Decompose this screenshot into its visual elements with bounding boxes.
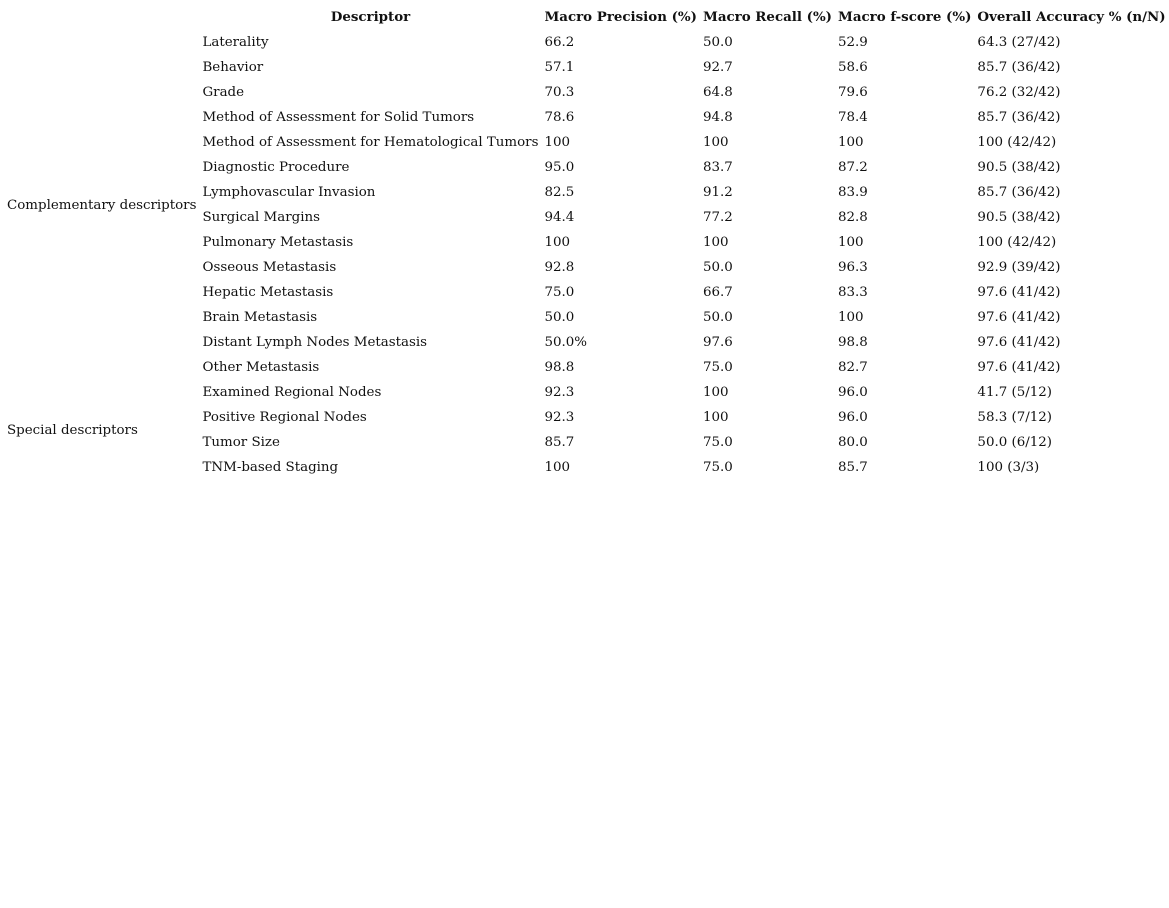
macro-fscore-cell: 82.8 [838, 210, 868, 225]
macro-precision-cell: 85.7 [544, 435, 575, 450]
macro-fscore-cell: 78.4 [838, 110, 868, 125]
macro-fscore-cell: 85.7 [838, 460, 868, 475]
header-macro-recall: Macro Recall (%) [703, 9, 833, 25]
macro-precision-cell: 100 [544, 135, 571, 150]
macro-recall-cell: 100 [703, 385, 729, 400]
macro-precision-cell: 75.0 [544, 285, 575, 300]
macro-precision-cell: 82.5 [544, 185, 575, 200]
header-overall-accuracy: Overall Accuracy % (n/N) [977, 9, 1166, 25]
macro-precision-cell: 78.6 [544, 110, 575, 125]
macro-recall-cell: 75.0 [703, 460, 733, 475]
descriptor-cell: Grade [202, 85, 245, 100]
header-macro-fscore: Macro f-score (%) [838, 9, 972, 25]
macro-precision-cell: 98.8 [544, 360, 575, 375]
macro-precision-cell: 50.0% [544, 335, 587, 350]
descriptor-cell: Positive Regional Nodes [202, 410, 367, 425]
macro-recall-cell: 64.8 [703, 85, 733, 100]
descriptor-cell: Lymphovascular Invasion [202, 185, 376, 200]
macro-recall-cell: 91.2 [703, 185, 733, 200]
macro-fscore-cell: 83.9 [838, 185, 868, 200]
header-macro-precision: Macro Precision (%) [544, 9, 697, 25]
table-row [4, 380, 1169, 405]
descriptor-cell: Osseous Metastasis [202, 260, 337, 275]
overall-accuracy-cell: 85.7 (36/42) [977, 110, 1061, 125]
descriptor-cell: Tumor Size [202, 435, 280, 450]
table-header-row [4, 5, 1169, 30]
descriptor-cell: Hepatic Metastasis [202, 285, 334, 300]
overall-accuracy-cell: 97.6 (41/42) [977, 335, 1061, 350]
overall-accuracy-cell: 90.5 (38/42) [977, 160, 1061, 175]
macro-recall-cell: 100 [703, 410, 729, 425]
macro-precision-cell: 92.8 [544, 260, 575, 275]
descriptor-cell: TNM-based Staging [202, 460, 339, 475]
overall-accuracy-cell: 92.9 (39/42) [977, 260, 1061, 275]
macro-precision-cell: 92.3 [544, 410, 575, 425]
macro-precision-cell: 100 [544, 235, 571, 250]
descriptor-cell: Examined Regional Nodes [202, 385, 382, 400]
macro-fscore-cell: 98.8 [838, 335, 868, 350]
macro-recall-cell: 50.0 [703, 260, 733, 275]
overall-accuracy-cell: 41.7 (5/12) [977, 385, 1053, 400]
header-descriptor: Descriptor [330, 9, 411, 25]
group-label-cell: Complementary descriptors [7, 197, 197, 213]
results-table [4, 5, 1169, 480]
descriptor-cell: Laterality [202, 35, 269, 50]
descriptor-cell: Surgical Margins [202, 210, 320, 225]
macro-recall-cell: 97.6 [703, 335, 733, 350]
macro-precision-cell: 57.1 [544, 60, 575, 75]
macro-fscore-cell: 96.0 [838, 410, 868, 425]
overall-accuracy-cell: 97.6 (41/42) [977, 360, 1061, 375]
overall-accuracy-cell: 64.3 (27/42) [977, 35, 1061, 50]
macro-fscore-cell: 100 [838, 235, 864, 250]
macro-recall-cell: 50.0 [703, 35, 733, 50]
macro-fscore-cell: 96.3 [838, 260, 868, 275]
overall-accuracy-cell: 85.7 (36/42) [977, 185, 1061, 200]
macro-recall-cell: 83.7 [703, 160, 733, 175]
overall-accuracy-cell: 50.0 (6/12) [977, 435, 1053, 450]
macro-precision-cell: 95.0 [544, 160, 575, 175]
header-group [4, 5, 199, 30]
overall-accuracy-cell: 90.5 (38/42) [977, 210, 1061, 225]
table-body [4, 30, 1169, 480]
macro-precision-cell: 70.3 [544, 85, 575, 100]
overall-accuracy-cell: 100 (42/42) [977, 135, 1057, 150]
descriptor-cell: Distant Lymph Nodes Metastasis [202, 335, 428, 350]
overall-accuracy-cell: 58.3 (7/12) [977, 410, 1053, 425]
macro-fscore-cell: 87.2 [838, 160, 868, 175]
macro-recall-cell: 100 [703, 235, 729, 250]
descriptor-cell: Method of Assessment for Hematological Tumors [202, 135, 539, 150]
table-row [4, 30, 1169, 55]
macro-precision-cell: 66.2 [544, 35, 575, 50]
macro-recall-cell: 77.2 [703, 210, 733, 225]
overall-accuracy-cell: 76.2 (32/42) [977, 85, 1061, 100]
macro-precision-cell: 92.3 [544, 385, 575, 400]
descriptor-cell: Method of Assessment for Solid Tumors [202, 110, 475, 125]
macro-fscore-cell: 83.3 [838, 285, 868, 300]
macro-precision-cell: 94.4 [544, 210, 575, 225]
macro-recall-cell: 94.8 [703, 110, 733, 125]
macro-recall-cell: 92.7 [703, 60, 733, 75]
macro-fscore-cell: 58.6 [838, 60, 868, 75]
macro-recall-cell: 75.0 [703, 360, 733, 375]
macro-fscore-cell: 52.9 [838, 35, 868, 50]
macro-fscore-cell: 82.7 [838, 360, 868, 375]
macro-precision-cell: 100 [544, 460, 571, 475]
macro-recall-cell: 100 [703, 135, 729, 150]
macro-recall-cell: 75.0 [703, 435, 733, 450]
descriptor-cell: Other Metastasis [202, 360, 320, 375]
macro-fscore-cell: 100 [838, 135, 864, 150]
descriptor-cell: Behavior [202, 60, 264, 75]
overall-accuracy-cell: 97.6 (41/42) [977, 285, 1061, 300]
group-label-cell: Special descriptors [7, 422, 138, 438]
macro-fscore-cell: 96.0 [838, 385, 868, 400]
macro-fscore-cell: 80.0 [838, 435, 868, 450]
macro-precision-cell: 50.0 [544, 310, 575, 325]
macro-fscore-cell: 100 [838, 310, 864, 325]
macro-recall-cell: 50.0 [703, 310, 733, 325]
overall-accuracy-cell: 100 (3/3) [977, 460, 1040, 475]
overall-accuracy-cell: 97.6 (41/42) [977, 310, 1061, 325]
overall-accuracy-cell: 85.7 (36/42) [977, 60, 1061, 75]
overall-accuracy-cell: 100 (42/42) [977, 235, 1057, 250]
results-table-container [4, 5, 1169, 480]
macro-fscore-cell: 79.6 [838, 85, 868, 100]
macro-recall-cell: 66.7 [703, 285, 733, 300]
descriptor-cell: Diagnostic Procedure [202, 160, 350, 175]
descriptor-cell: Pulmonary Metastasis [202, 235, 354, 250]
descriptor-cell: Brain Metastasis [202, 310, 318, 325]
